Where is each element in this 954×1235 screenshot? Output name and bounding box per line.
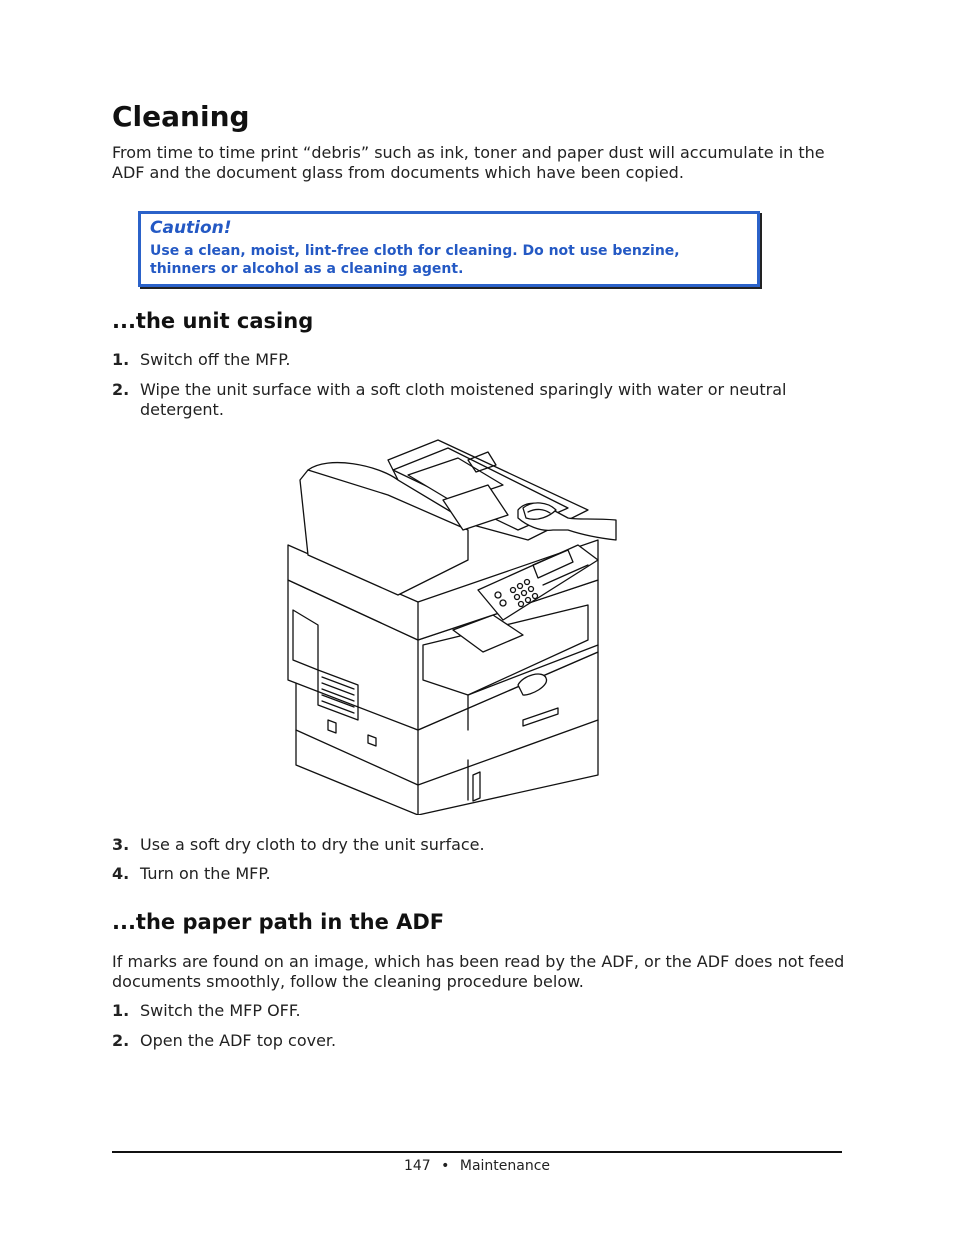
footer-section: Maintenance — [459, 1158, 551, 1174]
step-item — [112, 1001, 847, 1021]
step-text: Turn on the MFP. — [140, 864, 271, 883]
step-text: Open the ADF top cover. — [140, 1031, 337, 1050]
page-number: 147 — [403, 1158, 431, 1174]
section-heading-unit-casing: ...the unit casing — [112, 309, 314, 333]
page-title: Cleaning — [112, 100, 250, 133]
step-text: Switch off the MFP. — [140, 350, 291, 369]
caution-text: Use a clean, moist, lint-free cloth for cleaning. Do not use benzine, thinners or alcohol as a cleaning agent. — [150, 243, 680, 277]
step-item — [112, 864, 847, 884]
step-item — [112, 380, 847, 420]
step-item — [112, 1031, 847, 1051]
step-number: 1. — [112, 350, 130, 369]
mfp-cleaning-illustration — [268, 430, 618, 815]
paper-path-intro: If marks are found on an image, which has been read by the ADF, or the ADF does not feed documents smoothly, follow the cleaning procedure below. — [112, 952, 845, 991]
caution-box — [138, 211, 760, 287]
step-number: 3. — [112, 835, 130, 854]
step-item — [112, 350, 847, 370]
footer-bullet: • — [441, 1158, 450, 1174]
footer-rule — [112, 1151, 842, 1153]
step-item — [112, 835, 847, 855]
step-text: Use a soft dry cloth to dry the unit surface. — [140, 835, 485, 854]
intro-paragraph: From time to time print “debris” such as ink, toner and paper dust will accumulate in the ADF and the document glass from documents which have been copied. — [112, 143, 825, 182]
page-footer — [112, 1158, 842, 1174]
step-text: Switch the MFP OFF. — [140, 1001, 301, 1020]
section-heading-paper-path: ...the paper path in the ADF — [112, 910, 445, 934]
step-number: 2. — [112, 380, 130, 399]
caution-title: Caution! — [150, 218, 232, 238]
step-number: 1. — [112, 1001, 130, 1020]
step-number: 4. — [112, 864, 130, 883]
step-text: Wipe the unit surface with a soft cloth moistened sparingly with water or neutral detergent. — [140, 380, 787, 419]
step-number: 2. — [112, 1031, 130, 1050]
